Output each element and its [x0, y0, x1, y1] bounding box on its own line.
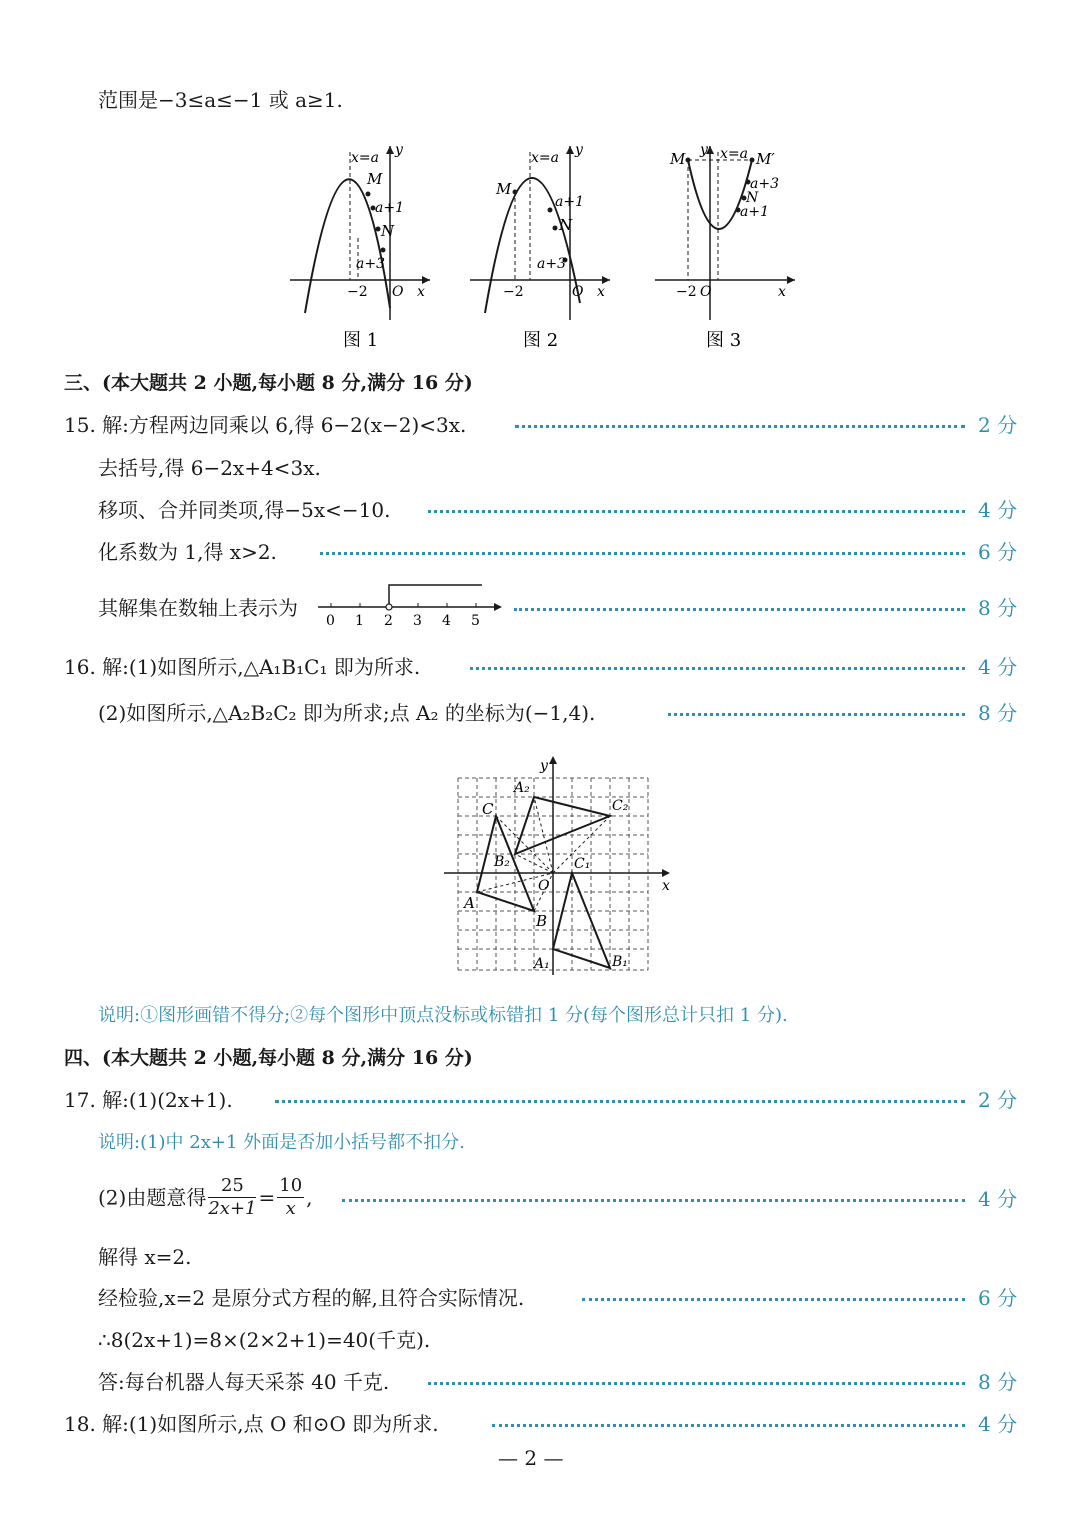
y-axis-label: y	[540, 758, 548, 774]
x-axis-label: x	[597, 284, 605, 300]
score-q17-6: 8 分	[978, 1370, 1018, 1394]
y-axis-label: y	[700, 142, 708, 158]
score-q15-4: 6 分	[978, 540, 1018, 564]
x-axis-label: x	[662, 878, 670, 894]
fraction-right	[277, 1175, 304, 1220]
dotted-leader	[275, 1100, 965, 1103]
q16-grading-note: 说明:①图形画错不得分;②每个图形中顶点没标或标错扣 1 分(每个图形总计只扣 1 分).	[98, 1005, 788, 1026]
solution-number-line	[314, 580, 504, 630]
parabola-figure-2	[465, 138, 615, 358]
point-c2-label: C₂	[612, 798, 629, 814]
score-q15-3: 4 分	[978, 498, 1018, 522]
tick-label: 5	[471, 613, 480, 629]
tick-label: 4	[442, 613, 451, 629]
point-b-label: B	[536, 912, 548, 930]
point-a1-label: A₁	[534, 956, 550, 972]
q17-line-6: 答:每台机器人每天采茶 40 千克.	[98, 1370, 390, 1394]
figure-3-caption: 图 3	[706, 330, 742, 351]
a-plus-1-label: a+1	[555, 194, 584, 210]
fraction-numerator: 25	[208, 1175, 256, 1198]
dotted-leader	[668, 713, 965, 716]
dotted-leader	[342, 1199, 965, 1202]
tick-label: 0	[326, 613, 335, 629]
dotted-leader	[428, 1382, 965, 1385]
q17-line-3: 解得 x=2.	[98, 1245, 192, 1269]
section-4-heading: 四、(本大题共 2 小题,每小题 8 分,满分 16 分)	[64, 1047, 473, 1069]
point-m-label: M	[367, 170, 383, 188]
fraction-numerator: 10	[279, 1175, 303, 1196]
parabola-figure-1	[285, 138, 435, 358]
point-m-label: M	[670, 150, 686, 168]
figure-1-caption: 图 1	[343, 330, 379, 351]
q15-line-2: 去括号,得 6−2x+4<3x.	[98, 456, 321, 480]
equals-sign: =	[258, 1185, 276, 1210]
q15-line-3: 移项、合并同类项,得−5x<−10.	[98, 498, 391, 522]
point-a-label: A	[464, 894, 475, 912]
dotted-leader	[470, 667, 965, 670]
q15-line-5: 其解集在数轴上表示为	[98, 596, 298, 620]
origin-label: O	[538, 878, 550, 894]
point-b1-label: B₁	[612, 954, 628, 970]
minus-2-label: −2	[676, 284, 697, 300]
x-axis-label: x	[417, 284, 425, 300]
page-number: — 2 —	[498, 1446, 564, 1470]
point-b2-label: B₂	[494, 854, 510, 870]
comma: ,	[306, 1185, 313, 1210]
origin-label: O	[392, 284, 404, 300]
score-q17-2: 4 分	[978, 1187, 1018, 1211]
fraction-denominator: 2x+1	[208, 1198, 257, 1219]
q15-line-1: 15. 解:方程两边同乘以 6,得 6−2(x−2)<3x.	[64, 413, 467, 437]
dotted-leader	[582, 1298, 965, 1301]
dotted-leader	[514, 608, 965, 611]
q17-line-1: 17. 解:(1)(2x+1).	[64, 1088, 233, 1112]
q16-line-2: (2)如图所示,△A₂B₂C₂ 即为所求;点 A₂ 的坐标为(−1,4).	[98, 701, 596, 725]
score-q17-4: 6 分	[978, 1286, 1018, 1310]
y-axis-label: y	[395, 142, 403, 158]
point-a2-label: A₂	[514, 780, 530, 796]
score-q16-1: 4 分	[978, 655, 1018, 679]
range-answer-line: 范围是−3≤a≤−1 或 a≥1.	[98, 88, 343, 112]
score-q15-5: 8 分	[978, 596, 1018, 620]
figure-2-caption: 图 2	[523, 330, 559, 351]
score-q15-1: 2 分	[978, 413, 1018, 437]
dotted-leader	[428, 510, 965, 513]
minus-2-label: −2	[503, 284, 524, 300]
q17-line-2-prefix: (2)由题意得	[98, 1185, 207, 1210]
minus-2-label: −2	[347, 284, 368, 300]
x-axis-label: x	[778, 284, 786, 300]
tick-label: 1	[355, 613, 364, 629]
q18-line-1: 18. 解:(1)如图所示,点 O 和⊙O 即为所求.	[64, 1412, 439, 1436]
score-q17-1: 2 分	[978, 1088, 1018, 1112]
q17-line-2	[98, 1175, 313, 1220]
section-3-heading: 三、(本大题共 2 小题,每小题 8 分,满分 16 分)	[64, 372, 473, 394]
point-n-label: N	[559, 216, 573, 234]
xa-label: x=a	[531, 150, 559, 166]
xa-label: x=a	[351, 150, 379, 166]
point-c-label: C	[482, 800, 494, 818]
a-plus-1-label: a+1	[375, 200, 404, 216]
xa-label: x=a	[720, 146, 748, 162]
q17-grading-note: 说明:(1)中 2x+1 外面是否加小括号都不扣分.	[98, 1132, 465, 1153]
a-plus-3-label: a+3	[750, 176, 779, 192]
q17-line-5: ∴8(2x+1)=8×(2×2+1)=40(千克).	[98, 1328, 431, 1352]
q15-line-4: 化系数为 1,得 x>2.	[98, 540, 277, 564]
point-n-label: N	[381, 222, 395, 240]
origin-label: O	[700, 284, 712, 300]
parabola-figure-3	[650, 138, 800, 358]
score-q16-2: 8 分	[978, 701, 1018, 725]
q16-line-1: 16. 解:(1)如图所示,△A₁B₁C₁ 即为所求.	[64, 655, 421, 679]
score-q18-1: 4 分	[978, 1412, 1018, 1436]
a-plus-1-label: a+1	[740, 204, 769, 220]
point-n-label: N	[746, 190, 759, 206]
origin-label: O	[572, 284, 584, 300]
a-plus-3-label: a+3	[537, 256, 566, 272]
point-m-prime-label: M′	[756, 150, 775, 168]
point-c1-label: C₁	[574, 856, 591, 872]
tick-label: 2	[384, 613, 393, 629]
dotted-leader	[320, 552, 965, 555]
fraction-denominator: x	[285, 1198, 296, 1219]
fraction-left	[208, 1175, 256, 1220]
q17-line-4: 经检验,x=2 是原分式方程的解,且符合实际情况.	[98, 1286, 525, 1310]
tick-label: 3	[413, 613, 422, 629]
dotted-leader	[492, 1424, 965, 1427]
triangle-grid-figure	[440, 750, 680, 980]
a-plus-3-label: a+3	[356, 256, 385, 272]
point-m-label: M	[496, 180, 512, 198]
y-axis-label: y	[575, 142, 583, 158]
dotted-leader	[515, 425, 965, 428]
